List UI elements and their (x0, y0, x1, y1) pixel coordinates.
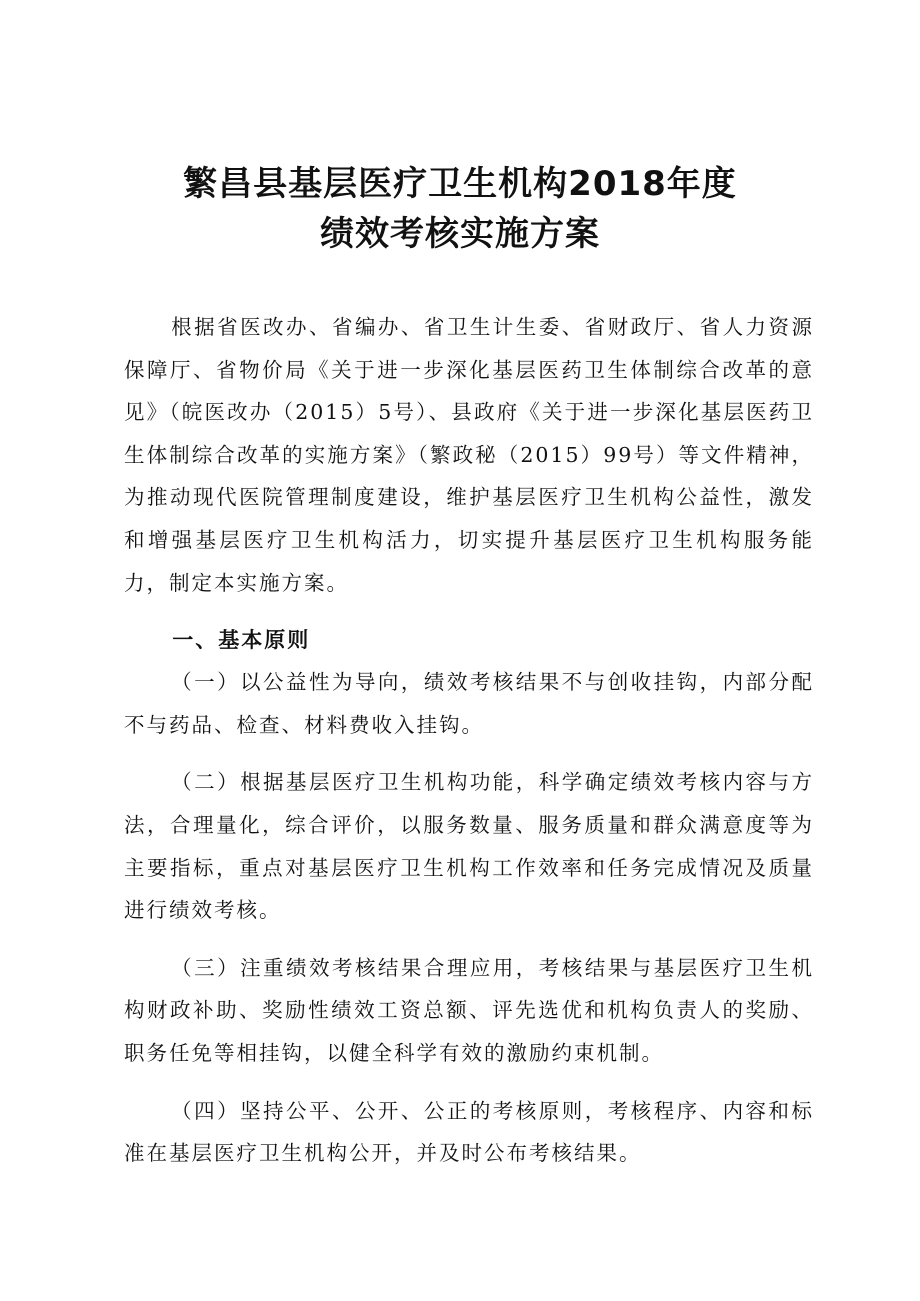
spacer (124, 746, 814, 761)
principle-paragraph-2: （二）根据基层医疗卫生机构功能，科学确定绩效考核内容与方法，合理量化，综合评价，以服务数量、服务质量和群众满意度等为主要指标，重点对基层医疗卫生机构工作效率和任务完成情况及质量进行绩效考核。 (124, 770, 814, 923)
principle-paragraph-4: （四）坚持公平、公开、公正的考核原则，考核程序、内容和标准在基层医疗卫生机构公开，并及时公布考核结果。 (124, 1098, 814, 1166)
document-body (124, 306, 814, 1175)
spacer (124, 1075, 814, 1090)
principle-paragraph-1: （一）以公益性为导向，绩效考核结果不与创收挂钩，内部分配不与药品、检查、材料费收入挂钩。 (124, 670, 814, 737)
document-title-line-1: 繁昌县基层医疗卫生机构2018年度 (183, 164, 737, 204)
intro-paragraph: 根据省医改办、省编办、省卫生计生委、省财政厅、省人力资源保障厅、省物价局《关于进一步深化基层医药卫生体制综合改革的意见》（皖医改办（2015）5号）、县政府《关于进一步深化基层医药卫生体制综合改革的实施方案》（繁政秘（2015）99号）等文件精神，为推动现代医院管理制度建设，维护基层医疗卫生机构公益性，激发和增强基层医疗卫生机构活力，切实提升基层医疗卫生机构服务能力，制定本实施方案。 (124, 315, 814, 595)
spacer (124, 604, 814, 619)
document-title-line-2: 绩效考核实施方案 (320, 214, 600, 254)
section-heading-basic-principles: 一、基本原则 (172, 628, 311, 653)
principle-paragraph-3: （三）注重绩效考核结果合理应用，考核结果与基层医疗卫生机构财政补助、奖励性绩效工资总额、评先选优和机构负责人的奖励、职务任免等相挂钩，以健全科学有效的激励约束机制。 (124, 955, 814, 1065)
spacer (124, 932, 814, 947)
